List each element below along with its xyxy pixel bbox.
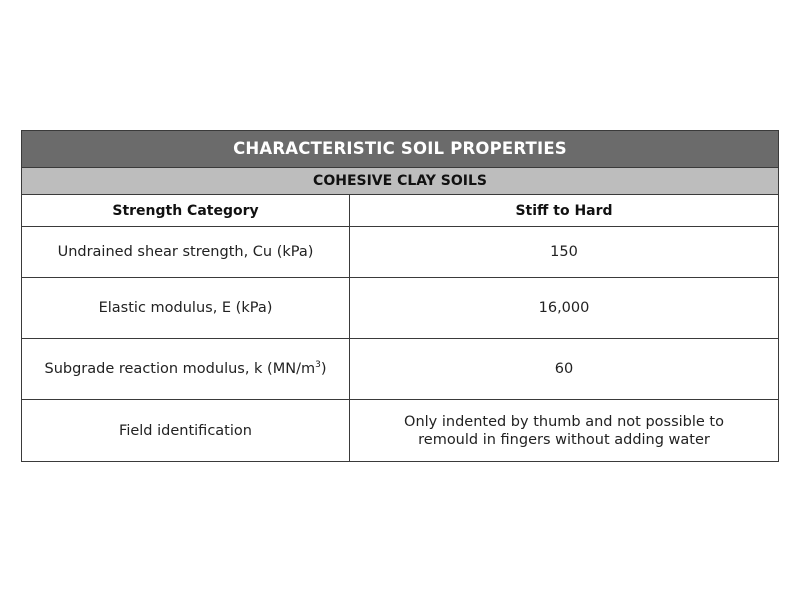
property-label: Elastic modulus, E (kPa) (22, 278, 350, 339)
table-row (22, 339, 779, 400)
property-value: 60 (350, 339, 779, 400)
table-title-row (22, 131, 779, 168)
property-value: 16,000 (350, 278, 779, 339)
table-subtitle: COHESIVE CLAY SOILS (22, 168, 779, 195)
table-subtitle-row (22, 168, 779, 195)
table-title: CHARACTERISTIC SOIL PROPERTIES (22, 131, 779, 168)
column-header-row (22, 195, 779, 227)
column-header-strength-category: Strength Category (22, 195, 350, 227)
soil-properties-table (21, 130, 779, 462)
soil-properties-table-container (21, 130, 778, 462)
property-label: Field identification (22, 400, 350, 462)
column-header-stiff-to-hard: Stiff to Hard (350, 195, 779, 227)
table-row (22, 278, 779, 339)
property-value: 150 (350, 227, 779, 278)
property-label: Undrained shear strength, Cu (kPa) (22, 227, 350, 278)
property-value: Only indented by thumb and not possible to remould in fingers without adding water (350, 400, 779, 462)
table-row (22, 227, 779, 278)
property-label-text: Subgrade reaction modulus, k (MN/m (44, 361, 316, 377)
property-label (22, 339, 350, 400)
property-label-suffix: ) (320, 361, 327, 377)
superscript: 3 (315, 360, 321, 371)
table-row (22, 400, 779, 462)
